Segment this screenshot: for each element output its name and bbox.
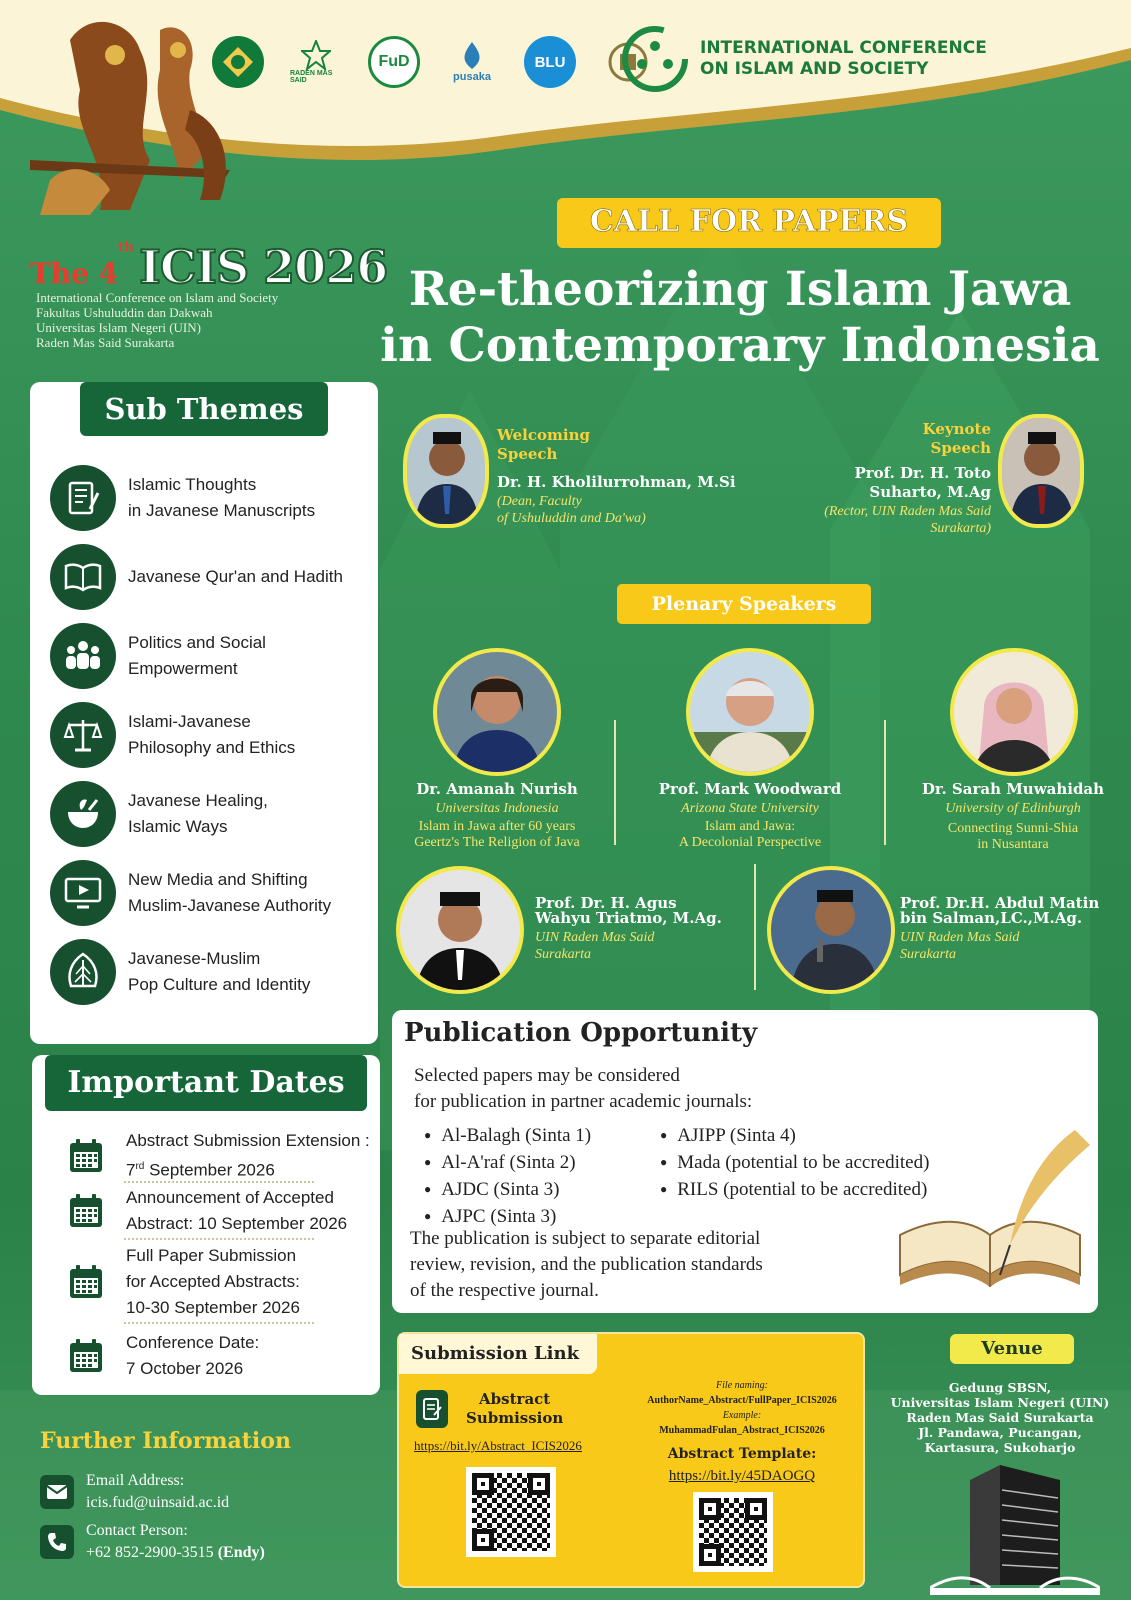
host-line: Fakultas Ushuluddin dan Dakwah xyxy=(36,305,213,320)
date-item-announcement xyxy=(68,1185,378,1237)
contact-name: (Endy) xyxy=(217,1544,265,1561)
sub-theme-item xyxy=(50,542,370,612)
venue-heading: Venue xyxy=(950,1334,1074,1364)
sub-theme-item xyxy=(50,463,370,533)
contact-label: Contact Person: xyxy=(86,1522,188,1539)
plenary-speaker-card xyxy=(390,780,604,851)
organizer-logos xyxy=(212,36,654,88)
plenary-speaker-topic: Connecting Sunni-Shia in Nusantara xyxy=(947,821,1079,852)
abstract-submission-qr xyxy=(466,1467,556,1557)
conference-logo xyxy=(620,24,987,94)
sub-theme-line: Muslim-Javanese Authority xyxy=(128,896,332,915)
pusaka-logo: pusaka xyxy=(446,36,498,88)
sub-theme-line: Javanese-Muslim xyxy=(128,949,261,968)
date-divider xyxy=(124,1181,314,1183)
venue-address: Gedung SBSN, Universitas Islam Negeri (UIN) Raden Mas Said Surakarta Jl. Pandawa, Pucangan, Kartasura, Sukoharjo xyxy=(890,1380,1110,1455)
host-line: Universitas Islam Negeri (UIN) xyxy=(36,320,201,335)
journal-item: ● Al-A'raf (Sinta 2) xyxy=(424,1150,591,1177)
conference-name-line2: ON ISLAM AND SOCIETY xyxy=(700,59,929,79)
plenary-speaker-name: Prof. Dr. H. Agus Wahyu Triatmo, M.Ag. xyxy=(535,894,722,927)
gunungan-icon xyxy=(50,939,116,1005)
plenary-speaker-affiliation: Arizona State University xyxy=(681,801,819,816)
plenary-speaker-topic: Islam in Jawa after 60 years Geertz's The Religion of Java xyxy=(414,819,580,850)
welcoming-speaker-role: (Dean, Faculty of Ushuluddin and Da'wa) xyxy=(497,494,646,526)
plenary-speaker-topic: Islam and Jawa: A Decolonial Perspective xyxy=(678,819,822,850)
date-line: 10-30 September 2026 xyxy=(126,1298,300,1317)
date-line: 7 xyxy=(126,1160,136,1180)
date-line: Conference Date: xyxy=(126,1333,260,1352)
keynote-speaker-role: (Rector, UIN Raden Mas Said Surakarta) xyxy=(824,504,991,536)
scales-icon xyxy=(50,702,116,768)
journal-item: ● Al-Balagh (Sinta 1) xyxy=(424,1123,591,1150)
sub-theme-line: Javanese Healing, xyxy=(128,791,268,810)
plenary-speaker-photo xyxy=(433,648,561,776)
publication-note: The publication is subject to separate editorial review, revision, and the publication standards of the respective journal. xyxy=(410,1228,763,1301)
date-item-conference xyxy=(68,1330,378,1382)
plenary-speaker-name: Dr. Amanah Nurish xyxy=(416,780,578,798)
calendar-icon xyxy=(68,1138,104,1174)
calendar-icon xyxy=(68,1193,104,1229)
journal-item: ● RILS (potential to be accredited) xyxy=(660,1177,929,1204)
sub-theme-line: Islami-Javanese xyxy=(128,712,251,731)
date-line: for Accepted Abstracts: xyxy=(126,1272,300,1291)
plenary-speaker-affiliation: Universitas Indonesia xyxy=(435,801,559,816)
building-icon xyxy=(930,1460,1100,1595)
date-divider xyxy=(124,1238,314,1240)
plenary-speaker-affiliation: UIN Raden Mas Said Surakarta xyxy=(535,930,655,962)
email-label: Email Address: xyxy=(86,1472,185,1489)
kemenag-logo xyxy=(212,36,264,88)
uin-rmsaid-logo: RADEN MAS SAID xyxy=(290,36,342,88)
journal-item: ● AJIPP (Sinta 4) xyxy=(660,1123,929,1150)
sub-theme-line: Pop Culture and Identity xyxy=(128,975,311,994)
date-item-full-paper xyxy=(68,1243,378,1321)
manuscript-icon xyxy=(50,465,116,531)
keynote-speaker-photo xyxy=(998,414,1084,528)
sub-theme-item xyxy=(50,779,370,849)
file-naming-info: File naming: AuthorName_Abstract/FullPaper_ICIS2026 Example: MuhammadFulan_Abstract_ICIS2026 xyxy=(647,1380,837,1436)
host-line: International Conference on Islam and Society xyxy=(36,290,279,305)
sub-theme-line: Philosophy and Ethics xyxy=(128,738,296,757)
sub-theme-item xyxy=(50,937,370,1007)
plenary-speaker-affiliation: UIN Raden Mas Said Surakarta xyxy=(900,930,1020,962)
email-address[interactable]: icis.fud@uinsaid.ac.id xyxy=(86,1494,230,1511)
abstract-template-link[interactable]: https://bit.ly/45DAOGQ xyxy=(668,1468,816,1484)
phone-icon xyxy=(40,1525,74,1559)
journal-list-left xyxy=(424,1123,591,1231)
sub-theme-line: Empowerment xyxy=(128,659,238,678)
date-line: Abstract: 10 September 2026 xyxy=(126,1214,348,1233)
edition-name: ICIS 2026 xyxy=(139,240,388,294)
abstract-template-qr xyxy=(693,1492,773,1572)
host-institution xyxy=(36,290,278,350)
conference-emblem-icon xyxy=(620,24,690,94)
sub-theme-line: Politics and Social xyxy=(128,633,266,652)
date-line: 7 October 2026 xyxy=(126,1359,244,1378)
publication-intro: Selected papers may be considered for publication in partner academic journals: xyxy=(414,1065,753,1112)
theme-title-line2: in Contemporary Indonesia xyxy=(380,318,1100,373)
phone-contact xyxy=(40,1520,265,1564)
monitor-icon xyxy=(50,860,116,926)
sub-theme-item xyxy=(50,621,370,691)
speaker-divider xyxy=(754,864,756,990)
fud-logo: FuD xyxy=(368,36,420,88)
abstract-submission-label: Abstract Submission xyxy=(416,1390,563,1428)
welcoming-speech-label: Welcoming Speech xyxy=(497,426,590,463)
people-icon xyxy=(50,623,116,689)
sub-theme-item xyxy=(50,700,370,770)
plenary-speaker-name: Prof. Dr.H. Abdul Matin bin Salman,LC.,M.Ag. xyxy=(900,894,1100,927)
plenary-speaker-name: Dr. Sarah Muwahidah xyxy=(921,780,1105,798)
sub-theme-line: New Media and Shifting xyxy=(128,870,308,889)
journal-item: ● AJPC (Sinta 3) xyxy=(424,1204,591,1231)
calendar-icon xyxy=(68,1264,104,1300)
plenary-speaker-photo xyxy=(396,866,524,994)
plenary-speaker-card xyxy=(900,780,1126,853)
plenary-speaker-photo xyxy=(950,648,1078,776)
publication-heading: Publication Opportunity xyxy=(404,1018,758,1048)
further-information-heading: Further Information xyxy=(40,1428,291,1454)
date-ordinal-suffix: rd xyxy=(135,1161,145,1172)
sub-themes-heading: Sub Themes xyxy=(80,382,328,436)
sub-theme-line: in Javanese Manuscripts xyxy=(128,501,316,520)
document-icon xyxy=(416,1390,448,1428)
conference-theme-title xyxy=(380,262,1100,374)
plenary-speaker-card xyxy=(900,896,1099,963)
plenary-speakers-heading: Plenary Speakers xyxy=(617,584,871,624)
abstract-template-label: Abstract Template: xyxy=(667,1446,817,1462)
plenary-speaker-card xyxy=(535,896,722,963)
abstract-submission-link[interactable]: https://bit.ly/Abstract_ICIS2026 xyxy=(414,1438,582,1453)
host-line: Raden Mas Said Surakarta xyxy=(36,335,175,350)
welcoming-speaker-name: Dr. H. Kholilurrohman, M.Si xyxy=(497,473,736,491)
edition-title xyxy=(30,240,387,294)
theme-title-line1: Re-theorizing Islam Jawa xyxy=(408,262,1072,317)
date-divider xyxy=(124,1322,314,1324)
call-for-papers-badge: CALL FOR PAPERS xyxy=(557,198,941,248)
journal-list-right xyxy=(660,1123,929,1204)
welcoming-speaker-photo xyxy=(403,414,489,528)
sub-theme-line: Islamic Thoughts xyxy=(128,475,257,494)
mortar-icon xyxy=(50,781,116,847)
important-dates-heading: Important Dates xyxy=(45,1055,367,1111)
keynote-speech-label: Keynote Speech xyxy=(922,420,991,457)
envelope-icon xyxy=(40,1475,74,1509)
book-quill-icon xyxy=(890,1125,1100,1305)
sub-theme-item xyxy=(50,858,370,928)
phone-number[interactable]: +62 852-2900-3515 xyxy=(86,1544,214,1561)
journal-item: ● AJDC (Sinta 3) xyxy=(424,1177,591,1204)
plenary-speaker-name: Prof. Mark Woodward xyxy=(658,780,842,798)
speaker-divider xyxy=(884,720,886,845)
date-line: September 2026 xyxy=(144,1160,275,1180)
sub-theme-line: Javanese Qur'an and Hadith xyxy=(128,567,343,586)
plenary-speaker-affiliation: University of Edinburgh xyxy=(945,801,1081,816)
plenary-speaker-photo xyxy=(686,648,814,776)
date-line: Announcement of Accepted xyxy=(126,1188,334,1207)
blu-logo: BLU xyxy=(524,36,576,88)
conference-name-line1: INTERNATIONAL CONFERENCE xyxy=(700,38,987,58)
date-item-abstract-deadline xyxy=(68,1128,378,1184)
edition-ordinal-suffix: th xyxy=(118,240,134,255)
speaker-divider xyxy=(614,720,616,845)
edition-ordinal: The 4 xyxy=(30,257,119,290)
submission-link-heading: Submission Link xyxy=(399,1334,597,1374)
journal-item: ● Mada (potential to be accredited) xyxy=(660,1150,929,1177)
plenary-speaker-card xyxy=(640,780,860,851)
sub-theme-line: Islamic Ways xyxy=(128,817,228,836)
plenary-speaker-photo xyxy=(767,866,895,994)
email-contact xyxy=(40,1470,229,1514)
calendar-icon xyxy=(68,1338,104,1374)
keynote-speaker-name: Prof. Dr. H. Toto Suharto, M.Ag xyxy=(854,464,991,501)
date-line: Full Paper Submission xyxy=(126,1246,297,1265)
date-line: Abstract Submission Extension : xyxy=(126,1131,370,1150)
open-book-icon xyxy=(50,544,116,610)
